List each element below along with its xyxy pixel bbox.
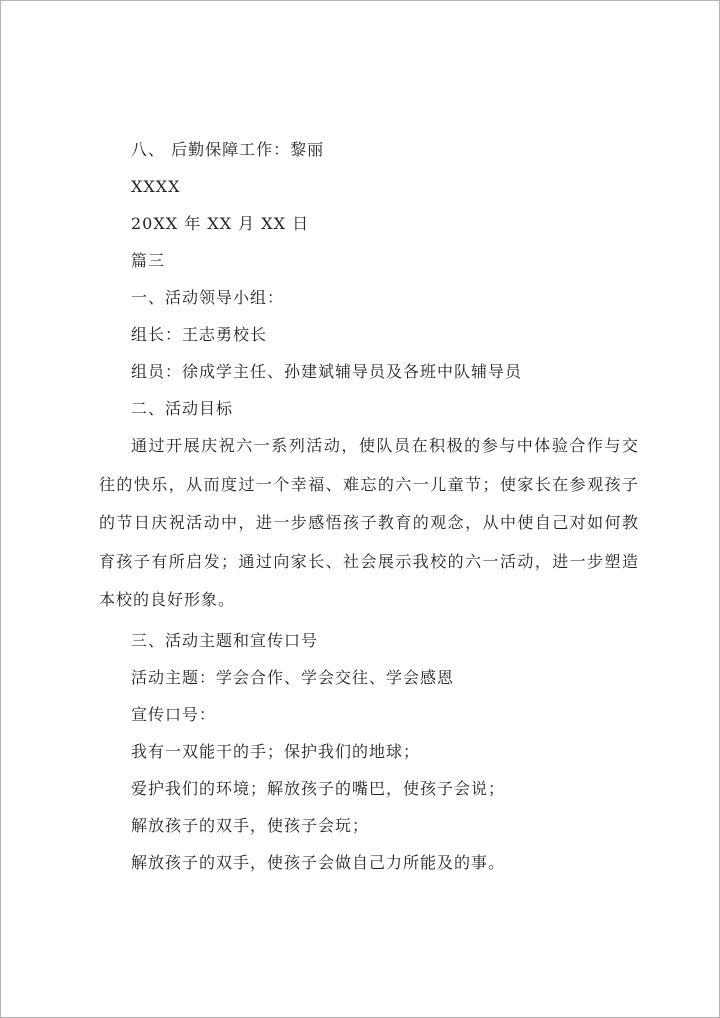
- theme-line: 活动主题：学会合作、学会交往、学会感恩: [131, 667, 455, 687]
- signature-date: 20XX 年 XX 月 XX 日: [131, 214, 310, 233]
- leader-line: 组长：王志勇校长: [131, 325, 268, 344]
- signature-name: XXXX: [131, 177, 181, 196]
- part-title: 篇三: [131, 251, 166, 270]
- members-line: 组员：徐成学主任、孙建斌辅导员及各班中队辅导员: [131, 362, 523, 381]
- slogan-line: 解放孩子的双手，使孩子会做自己力所能及的事。: [131, 852, 506, 872]
- slogan-line: 解放孩子的双手，使孩子会玩；: [131, 815, 370, 835]
- document-body: [99, 131, 639, 881]
- slogan-line: 我有一双能干的手；保护我们的地球；: [131, 741, 421, 761]
- section-heading-theme: 三、活动主题和宣传口号: [131, 630, 319, 650]
- slogan-label: 宣传口号：: [131, 704, 217, 724]
- goals-paragraph: 通过开展庆祝六一系列活动，使队员在积极的参与中体验合作与交往的快乐，从而度过一个幸福、难忘的六一儿童节；使家长在参观孩子的节日庆祝活动中，进一步感悟孩子教育的观念，从中使自己对如何教育孩子有所启发；通过向家长、社会展示我校的六一活动，进一步塑造本校的良好形象。: [99, 436, 639, 609]
- section-heading-goals: 二、活动目标: [131, 399, 234, 418]
- section-heading-leadership: 一、活动领导小组：: [131, 288, 285, 307]
- section-heading-logistics: 八、 后勤保障工作：黎丽: [131, 140, 325, 159]
- slogan-line: 爱护我们的环境；解放孩子的嘴巴，使孩子会说；: [131, 778, 506, 798]
